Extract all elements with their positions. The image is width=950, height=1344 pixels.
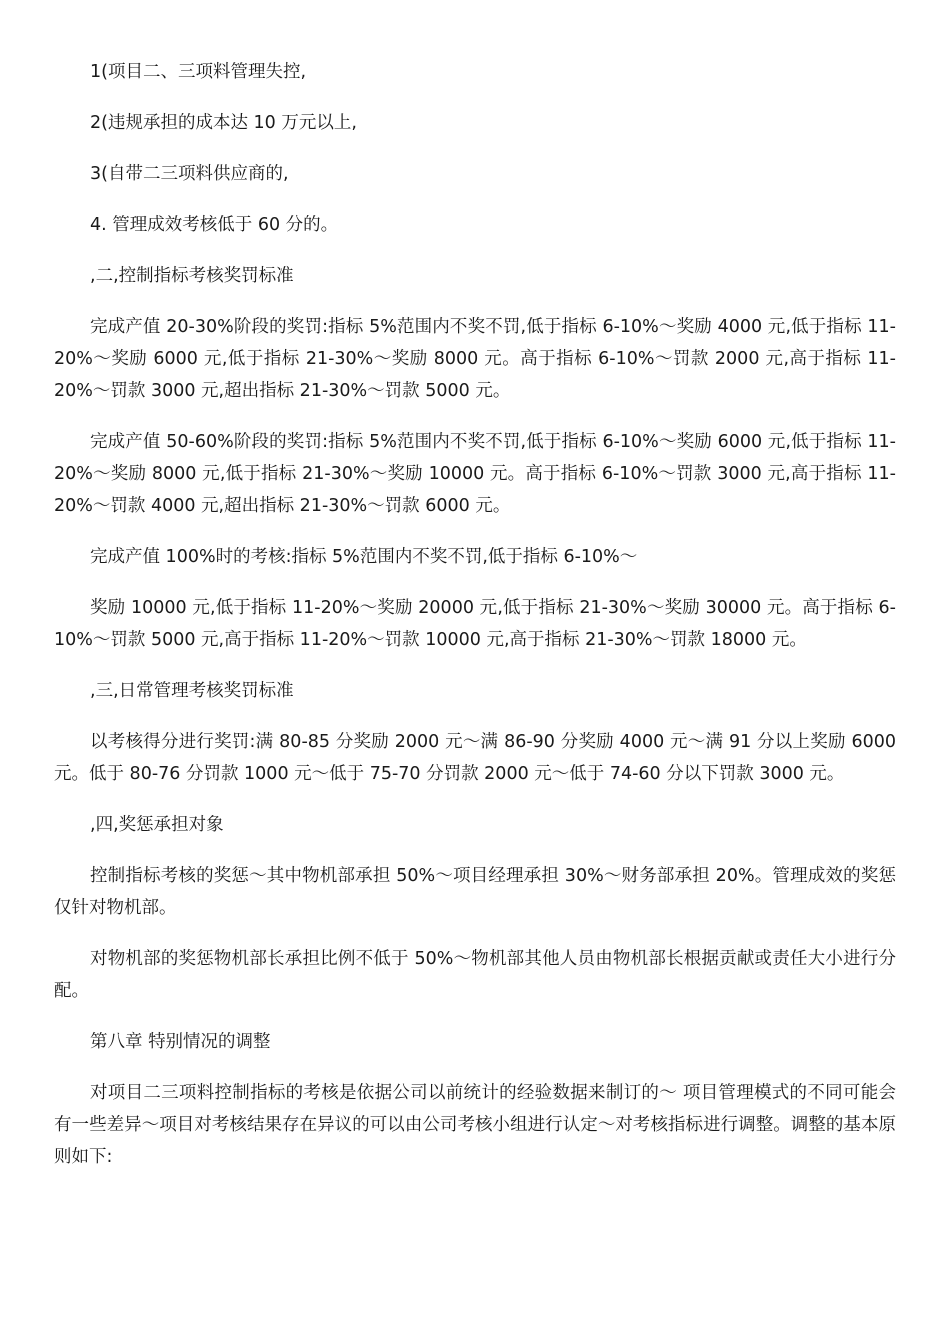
paragraph-adjustment: 对项目二三项料控制指标的考核是依据公司以前统计的经验数据来制订的～ 项目管理模式的不同可能会有一些差异～项目对考核结果存在异议的可以由公司考核小组进行认定～对考核指标进行调整。调整的基本原则如下: bbox=[54, 1083, 896, 1167]
section-heading-2: ,二,控制指标考核奖罚标准 bbox=[90, 266, 294, 286]
paragraph-item-4: 4. 管理成效考核低于 60 分的。 bbox=[90, 215, 339, 235]
paragraph-reward-20-30: 完成产值 20-30%阶段的奖罚:指标 5%范围内不奖不罚,低于指标 6-10%～奖励 4000 元,低于指标 11-20%～奖励 6000 元,低于指标 21-30%～奖励 8000 元。高于指标 6-10%～罚款 2000 元,高于指标 11-20%～罚款 3000 元,超出指标 21-30%～罚款 5000 元。 bbox=[54, 317, 896, 401]
paragraph-item-2: 2(违规承担的成本达 10 万元以上, bbox=[90, 113, 357, 133]
paragraph-reward-100-intro: 完成产值 100%时的考核:指标 5%范围内不奖不罚,低于指标 6-10%～ bbox=[90, 547, 638, 567]
section-heading-3: ,三,日常管理考核奖罚标准 bbox=[90, 681, 294, 701]
paragraph-responsibility-split: 控制指标考核的奖惩～其中物机部承担 50%～项目经理承担 30%～财务部承担 20%。管理成效的奖惩仅针对物机部。 bbox=[54, 866, 896, 918]
paragraph-item-3: 3(自带二三项料供应商的, bbox=[90, 164, 289, 184]
paragraph-reward-50-60: 完成产值 50-60%阶段的奖罚:指标 5%范围内不奖不罚,低于指标 6-10%～奖励 6000 元,低于指标 11-20%～奖励 8000 元,低于指标 21-30%～奖励 10000 元。高于指标 6-10%～罚款 3000 元,高于指标 11-20%～罚款 4000 元,超出指标 21-30%～罚款 6000 元。 bbox=[54, 432, 896, 516]
paragraph-daily-score: 以考核得分进行奖罚:满 80-85 分奖励 2000 元～满 86-90 分奖励 4000 元～满 91 分以上奖励 6000 元。低于 80-76 分罚款 1000 元～低于 75-70 分罚款 2000 元～低于 74-60 分以下罚款 3000 元。 bbox=[54, 732, 896, 784]
chapter-heading-8: 第八章 特别情况的调整 bbox=[90, 1032, 271, 1052]
paragraph-reward-100-detail: 奖励 10000 元,低于指标 11-20%～奖励 20000 元,低于指标 21-30%～奖励 30000 元。高于指标 6-10%～罚款 5000 元,高于指标 11-20%～罚款 10000 元,高于指标 21-30%～罚款 18000 元。 bbox=[54, 598, 896, 650]
section-heading-4: ,四,奖惩承担对象 bbox=[90, 815, 224, 835]
paragraph-item-1: 1(项目二、三项料管理失控, bbox=[90, 62, 307, 82]
paragraph-department-split: 对物机部的奖惩物机部长承担比例不低于 50%～物机部其他人员由物机部长根据贡献或责任大小进行分配。 bbox=[54, 949, 896, 1001]
